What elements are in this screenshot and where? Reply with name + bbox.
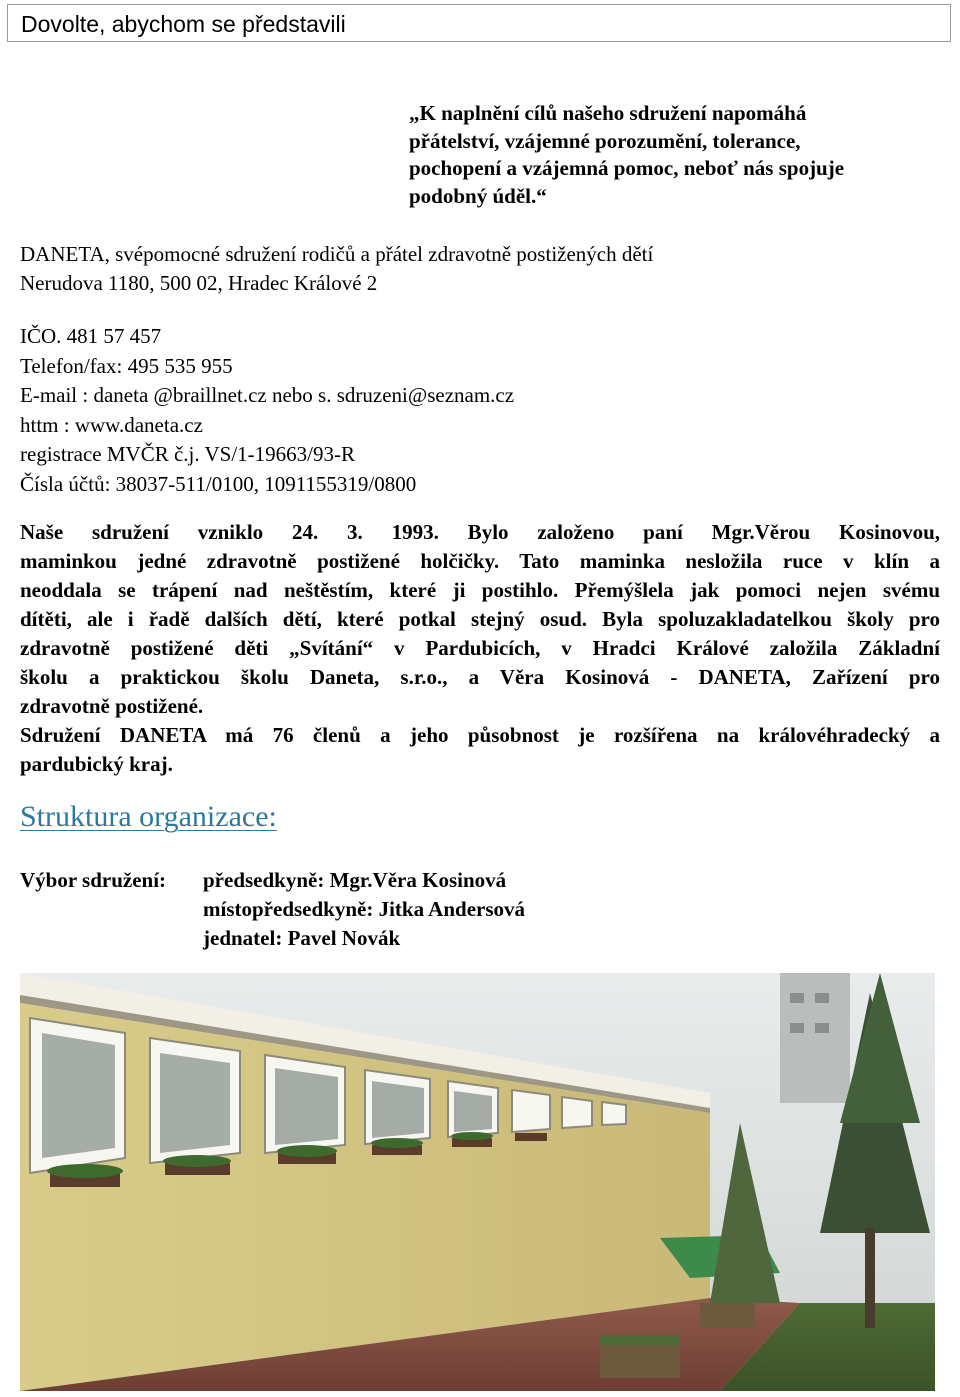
chair-value: předsedkyně: Mgr.Věra Kosinová <box>203 868 507 892</box>
history-line: pardubický kraj. <box>20 752 173 776</box>
page-title: Dovolte, abychom se představili <box>21 11 346 37</box>
accounts-line: Čísla účtů: 38037-511/0100, 1091155319/0800 <box>20 471 417 496</box>
organization-block <box>20 240 653 298</box>
history-line: Sdružení DANETA má 76 členů a jeho působnost je rozšířena na královéhradecký a <box>20 723 940 747</box>
history-line: dítěti, ale i řadě dalších dětí, které potkal stejný osud. Byla spoluzakladatelkou školy pro <box>20 607 940 631</box>
history-paragraph <box>20 518 940 779</box>
email-line[interactable]: E-mail : daneta @braillnet.cz nebo s. sdruzeni@seznam.cz <box>20 383 515 408</box>
quote-line: přátelství, vzájemné porozumění, tolerance, <box>409 128 801 153</box>
quote-line: pochopení a vzájemná pomoc, neboť nás spojuje <box>409 156 845 180</box>
history-line: zdravotně postižené děti „Svítání“ v Pardubicích, v Hradci Králové založila Základní <box>20 636 940 660</box>
phone-line: Telefon/fax: 495 535 955 <box>20 353 233 378</box>
motto-quote <box>409 100 939 210</box>
building-photo <box>20 973 935 1391</box>
header-box <box>7 4 951 42</box>
quote-line: „K naplnění cílů našeho sdružení napomáhá <box>409 101 807 125</box>
history-line: zdravotně postižené. <box>20 694 204 718</box>
history-line: Naše sdružení vzniklo 24. 3. 1993. Bylo založeno paní Mgr.Věrou Kosinovou, <box>20 520 940 544</box>
committee-label: Výbor sdružení: <box>20 868 167 892</box>
registration-line: registrace MVČR č.j. VS/1-19663/93-R <box>20 442 355 467</box>
organization-name: DANETA, svépomocné sdružení rodičů a přátel zdravotně postižených dětí <box>20 242 654 266</box>
organization-address: Nerudova 1180, 500 02, Hradec Králové 2 <box>20 271 378 295</box>
structure-heading: Struktura organizace: <box>20 800 277 833</box>
quote-line: podobný úděl.“ <box>409 183 547 208</box>
ico-line: IČO. 481 57 457 <box>20 324 162 348</box>
history-line: neoddala se trápení nad neštěstím, které ji postihlo. Přemýšlela jak pomoci nejen svému <box>20 578 940 602</box>
contacts-block <box>20 322 514 500</box>
history-line: maminkou jedné zdravotně postižené holčičky. Tato maminka nesložila ruce v klín a <box>20 549 940 573</box>
secretary-value: jednatel: Pavel Novák <box>203 926 401 950</box>
vice-chair-value: místopředsedkyně: Jitka Andersová <box>203 897 526 921</box>
history-line: školu a praktickou školu Daneta, s.r.o., a Věra Kosinová - DANETA, Zařízení pro <box>20 665 940 689</box>
web-line[interactable]: httm : www.daneta.cz <box>20 412 203 437</box>
